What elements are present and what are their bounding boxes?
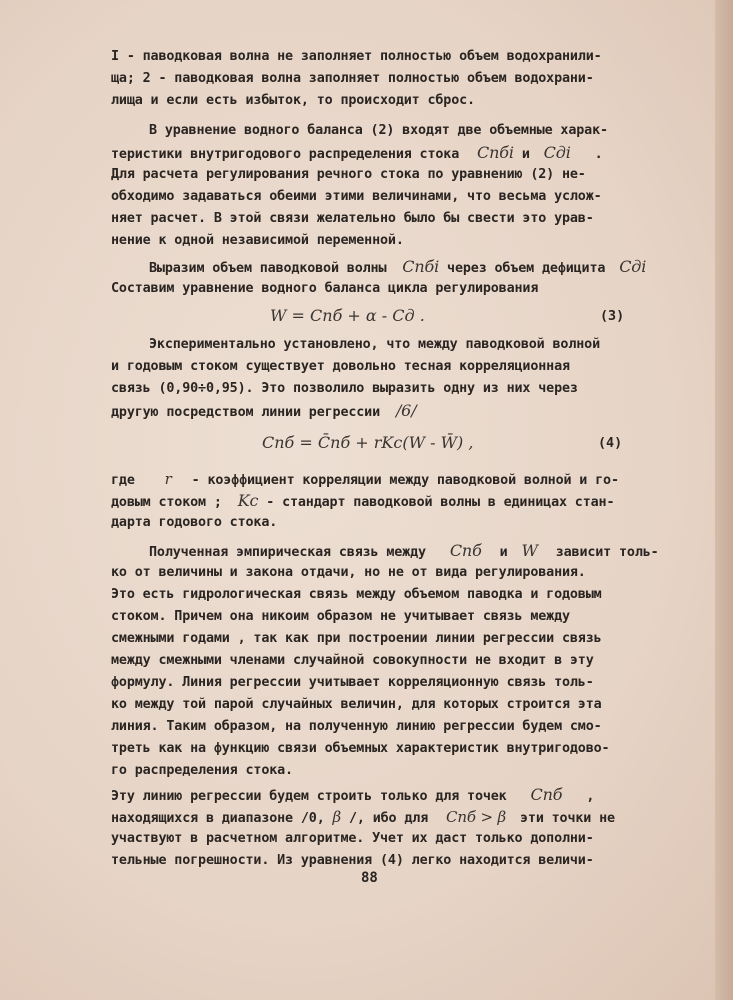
text-line: участвуют в расчетном алгоритме. Учет их даст только дополни- xyxy=(111,831,594,846)
symbol-c-pb-i: Cпбi xyxy=(477,143,514,162)
text-fragment: - стандарт паводковой волны в единицах стан- xyxy=(266,495,615,510)
text-fragment: где xyxy=(111,473,135,488)
equation-3: W = Cпб + α - Cд . xyxy=(270,306,425,325)
text-line xyxy=(111,852,594,870)
text-line xyxy=(149,542,659,562)
text-fragment: - коэффициент корреляции между паводковой волной и го- xyxy=(191,473,619,488)
text-line: В уравнение водного баланса (2) входят две объемные харак- xyxy=(149,123,608,138)
text-line: лища и если есть избыток, то происходит сброс. xyxy=(111,93,475,108)
text-line: Экспериментально установлено, что между паводковой волной xyxy=(149,337,600,352)
text-line: смежными годами , так как при построении линии регрессии связь xyxy=(111,631,602,646)
page-number: 88 xyxy=(361,870,378,886)
text-line: формулу. Линия регрессии учитывает корреляционную связь толь- xyxy=(111,675,594,690)
equation-number: (3) xyxy=(600,309,625,324)
symbol-c-pb-gt-beta: Cпб > β xyxy=(446,808,507,826)
text-fragment: и xyxy=(521,147,530,162)
text-line: и годовым стоком существует довольно тесная корреляционная xyxy=(111,359,570,374)
text-line xyxy=(111,786,594,806)
symbol-w: W xyxy=(521,541,538,560)
text-fragment: эти точки не xyxy=(520,811,615,826)
text-fragment: Полученная эмпирическая связь между xyxy=(149,545,426,560)
symbol-r: r xyxy=(164,470,172,488)
symbol-c-pb: Cпб xyxy=(449,541,482,560)
text-line: ща; 2 - паводковая волна заполняет полностью объем водохрани- xyxy=(111,71,594,86)
text-line: I - паводковая волна не заполняет полностью объем водохранили- xyxy=(111,49,602,64)
symbol-c-d-i: Cдi xyxy=(619,257,647,276)
text-line: Составим уравнение водного баланса цикла регулирования xyxy=(111,281,539,296)
text-line: связь (0,90÷0,95). Это позволило выразить одну из них через xyxy=(111,381,578,396)
text-line xyxy=(149,258,646,278)
text-line: няет расчет. В этой связи желательно было бы свести это урав- xyxy=(111,211,594,226)
text-line xyxy=(111,402,416,422)
text-fragment: , xyxy=(586,789,595,804)
text-line xyxy=(111,808,615,828)
symbol-c-d-i: Cдi xyxy=(543,143,571,162)
text-fragment: /, ибо для xyxy=(349,811,429,826)
text-fragment: через объем дефицита xyxy=(447,261,606,276)
text-fragment: (4) легко находится величи- xyxy=(380,853,594,868)
text-fragment: . xyxy=(594,147,603,162)
text-fragment: и xyxy=(499,545,508,560)
text-fragment: зависит толь- xyxy=(555,545,659,560)
text-fragment: тельные погрешности. Из уравнения xyxy=(111,853,373,868)
symbol-c-pb: Cпб xyxy=(530,785,563,804)
text-line xyxy=(111,470,619,490)
symbol-beta: β xyxy=(332,808,342,826)
text-fragment: довым стоком ; xyxy=(111,495,222,510)
text-line: нение к одной независимой переменной. xyxy=(111,233,404,248)
text-line: ко между той парой случайных величин, для которых строится эта xyxy=(111,697,602,712)
text-fragment: Выразим объем паводковой волны xyxy=(149,261,387,276)
text-line: обходимо задаваться обеими этими величинами, что весьма услож- xyxy=(111,189,602,204)
text-line: го распределения стока. xyxy=(111,763,293,778)
reference-6: /6/ xyxy=(395,401,417,420)
text-line xyxy=(111,144,603,164)
page-edge xyxy=(715,0,733,1000)
text-line: между смежными членами случайной совокупности не входит в эту xyxy=(111,653,594,668)
text-line: ко от величины и закона отдачи, но не от вида регулирования. xyxy=(111,565,586,580)
text-line: треть как на функцию связи объемных характеристик внутригодово- xyxy=(111,741,610,756)
text-line: стоком. Причем она никоим образом не учитывает связь между xyxy=(111,609,570,624)
symbol-c-pb-i: Cпбi xyxy=(402,257,440,276)
text-line: Для расчета регулирования речного стока по уравнению (2) не- xyxy=(111,167,586,182)
symbol-k-c: Kc xyxy=(237,491,259,510)
text-fragment: находящихся в диапазоне /0, xyxy=(111,811,325,826)
equation-number: (4) xyxy=(598,436,623,451)
text-line: Это есть гидрологическая связь между объемом паводка и годовым xyxy=(111,587,602,602)
equation-4: Cпб = C̄пб + rKc(W - W̄) , xyxy=(262,433,474,452)
text-fragment: другую посредством линии регрессии xyxy=(111,405,381,420)
text-line: линия. Таким образом, на полученную линию регрессии будем смо- xyxy=(111,719,602,734)
text-line xyxy=(111,492,614,512)
text-fragment: теристики внутригодового распределения стока xyxy=(111,147,460,162)
text-line: дарта годового стока. xyxy=(111,515,278,530)
text-fragment: Эту линию регрессии будем строить только для точек xyxy=(111,789,507,804)
